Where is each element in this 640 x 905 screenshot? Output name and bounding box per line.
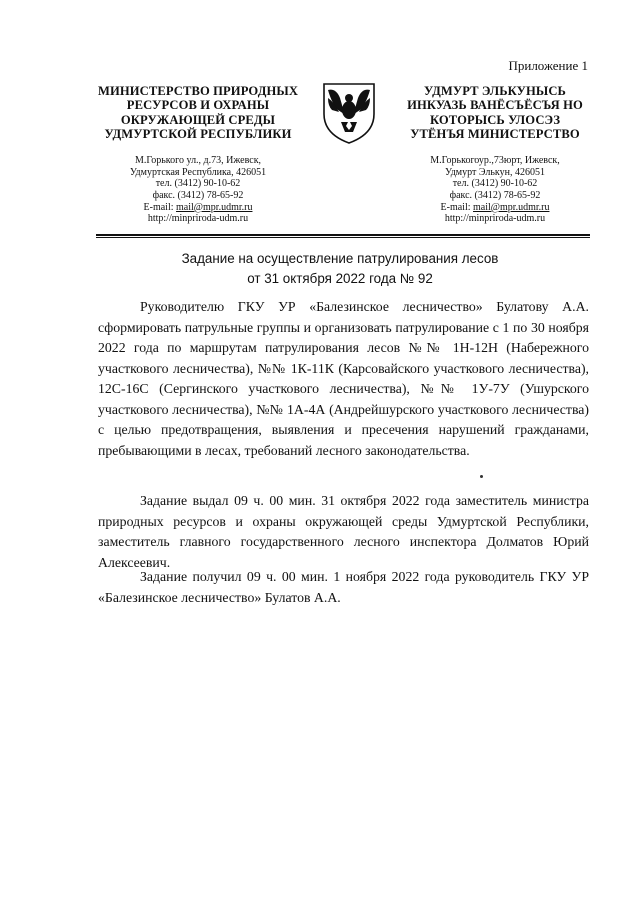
email-line — [392, 202, 598, 214]
org-line: ИНКУАЗЬ ВАНЁСЪЁСЪЯ НО — [407, 98, 583, 113]
ministry-header-udmurt — [392, 84, 598, 225]
issued-by-paragraph — [98, 491, 589, 573]
contacts-udmurt — [392, 155, 598, 225]
email-link[interactable]: mail@mpr.udmr.ru — [176, 201, 253, 213]
contacts-russian — [92, 155, 304, 225]
paragraph-text: Задание выдал 09 ч. 00 мин. 31 октября 2022 года заместитель министра природных ресурсов и охраны окружающей среды Удмуртской Республики, заместитель главного государственного лесного инспектора Долматов Юрий Алексеевич. — [98, 493, 589, 570]
address-line: Удмурт Элькун, 426051 — [445, 166, 545, 178]
phone-line: тел. (3412) 90-10-62 — [452, 178, 538, 190]
org-line: УДМУРТСКОЙ РЕСПУБЛИКИ — [104, 126, 292, 141]
org-line: МИНИСТЕРСТВО ПРИРОДНЫХ — [97, 84, 299, 98]
address-line: М.Горького ул., д.73, Ижевск, — [134, 155, 262, 167]
title-date-number: от 31 октября 2022 года № 92 — [247, 271, 433, 286]
address-line: М.Горькогоур.,73юрт, Ижевск, — [430, 155, 560, 167]
org-line: УДМУРТ ЭЛЬКУНЫСЬ — [424, 84, 566, 98]
paragraph-text: Руководителю ГКУ УР «Балезинское лесничество» Булатову А.А. сформировать патрульные группы и организовать патрулирование с 1 по 30 ноября 2022 года по маршрутам патрулирования лесов №№ 1Н-12Н (Набережного участкового лесничества), №№ 1К-11К (Карсовайского участкового лесничества), 12С-16С (Сергинского участкового лесничества), №№ 1У-7У (Ушурского участкового лесничества), №№ 1А-4А (Андрейшурского участкового лесничества) с целью предотвращения, выявления и пресечения нарушений гражданами, пребывающими в лесах, требований лесного законодательства. — [98, 299, 589, 458]
appendix-label: Приложение 1 — [508, 58, 588, 73]
task-paragraph — [98, 297, 589, 461]
org-line: КОТОРЫСЬ УЛОСЭЗ — [429, 112, 561, 127]
email-line — [92, 202, 304, 214]
ministry-name-udmurt — [392, 84, 598, 141]
fax-line: факс. (3412) 78-65-92 — [449, 189, 541, 201]
website-link[interactable]: http://minpriroda-udm.ru — [147, 213, 249, 225]
fax-line: факс. (3412) 78-65-92 — [152, 189, 244, 201]
org-line: УТЁНЪЯ МИНИСТЕРСТВО — [410, 126, 580, 141]
document-title — [140, 249, 540, 289]
ministry-header-russian — [92, 84, 304, 225]
scan-speck — [480, 475, 483, 478]
email-label: E-mail: — [440, 201, 474, 213]
org-line: ОКРУЖАЮЩЕЙ СРЕДЫ — [120, 112, 276, 127]
phone-line: тел. (3412) 90-10-62 — [155, 178, 241, 190]
header-divider-thin — [96, 237, 590, 238]
header-divider — [96, 234, 590, 236]
title-line: Задание на осуществление патрулирования лесов — [181, 251, 499, 266]
paragraph-text: Задание получил 09 ч. 00 мин. 1 ноября 2022 года руководитель ГКУ УР «Балезинское лесничество» Булатов А.А. — [98, 569, 589, 605]
received-by-paragraph — [98, 567, 589, 608]
email-link[interactable]: mail@mpr.udmr.ru — [473, 201, 550, 213]
website-link[interactable]: http://minpriroda-udm.ru — [444, 213, 546, 225]
ministry-name-russian — [92, 84, 304, 141]
udmurt-coat-of-arms-icon — [320, 80, 378, 146]
email-label: E-mail: — [143, 201, 177, 213]
address-line: Удмуртская Республика, 426051 — [129, 166, 267, 178]
org-line: РЕСУРСОВ И ОХРАНЫ — [126, 98, 270, 113]
